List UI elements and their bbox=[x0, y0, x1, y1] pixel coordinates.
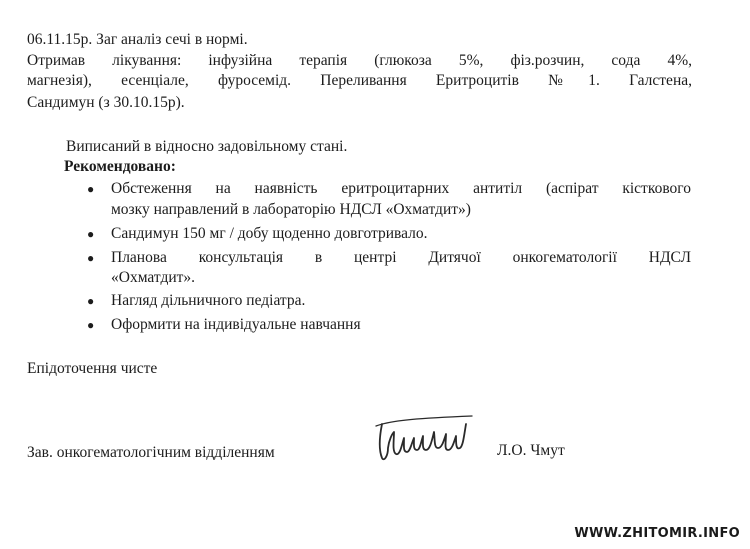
discharge-status: Виписаний в відносно задовільному стані. bbox=[66, 138, 348, 155]
treatment-line-2: магнезія), есенціале, фуросемід. Переливання Еритроцитів №1. Галстена, bbox=[27, 72, 692, 89]
bullet-icon: ● bbox=[87, 227, 95, 241]
bullet-icon: ● bbox=[87, 318, 95, 332]
bullet-icon: ● bbox=[87, 182, 95, 196]
signature-name: Л.О. Чмут bbox=[497, 442, 565, 459]
recommendation-5-line-1: Оформити на індивідуальне навчання bbox=[111, 316, 361, 333]
site-watermark: WWW.ZHITOMIR.INFO bbox=[574, 526, 740, 541]
recommended-heading: Рекомендовано: bbox=[64, 158, 176, 175]
recommendation-2-line-1: Сандимун 150 мг / добу щоденно довготривало. bbox=[111, 225, 428, 242]
epidermis-line: Епідоточення чисте bbox=[27, 360, 158, 377]
recommendation-3-line-2: «Охматдит». bbox=[111, 269, 196, 286]
treatment-line-3: Сандимун (з 30.10.15р). bbox=[27, 94, 185, 111]
handwritten-signature bbox=[372, 410, 480, 472]
recommendation-4-line-1: Нагляд дільничного педіатра. bbox=[111, 292, 306, 309]
bullet-icon: ● bbox=[87, 251, 95, 265]
recommendation-3-line-1: Планова консультація в центрі Дитячої онкогематології НДСЛ bbox=[111, 249, 691, 266]
recommendation-1-line-1: Обстеження на наявність еритроцитарних антитіл (аспірат кісткового bbox=[111, 180, 691, 197]
bullet-icon: ● bbox=[87, 294, 95, 308]
treatment-line-1: Отримав лікування: інфузійна терапія (глюкоза 5%, фіз.розчин, сода 4%, bbox=[27, 52, 692, 69]
urinalysis-line: 06.11.15р. Заг аналіз сечі в нормі. bbox=[27, 31, 248, 48]
signature-position: Зав. онкогематологічним відділенням bbox=[27, 444, 275, 461]
recommendation-1-line-2: мозку направлений в лабораторію НДСЛ «Охматдит») bbox=[111, 201, 471, 218]
